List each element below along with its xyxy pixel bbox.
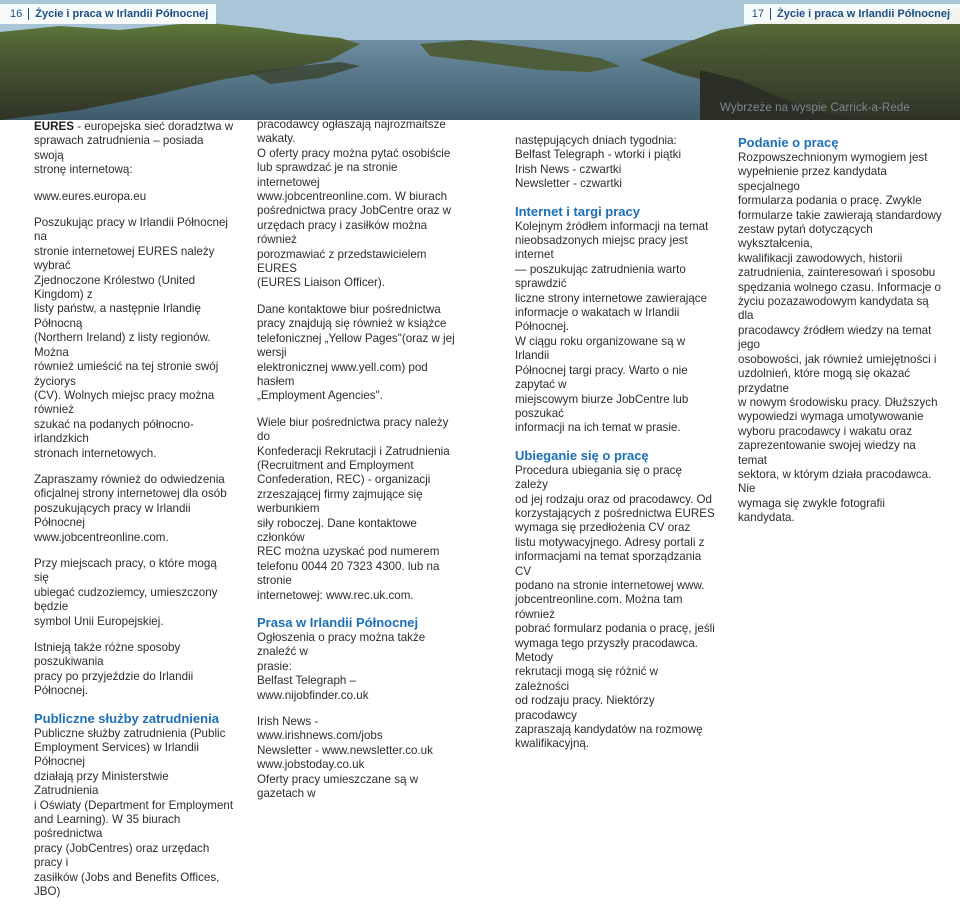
text-line: ubiegać cudzoziemcy, umieszczony będzie — [34, 585, 218, 614]
text-line: również umieścić na tej stronie swój życiorys — [34, 360, 219, 388]
text-line: Wiele biur pośrednictwa pracy należy do — [257, 415, 449, 444]
text-line: siły roboczej. Dane kontaktowe członków — [257, 516, 417, 544]
text-line: życiu pozazawodowym kandydata są dla — [738, 295, 929, 323]
text-line: formularza podania o pracę. Zwykle — [738, 194, 922, 208]
text-line: Irish News - czwartki — [515, 162, 622, 176]
section-heading: Internet i targi pracy — [515, 203, 640, 219]
text-line: Północnej targi pracy. Warto o nie zapytać w — [515, 363, 688, 392]
text-line: nieobsadzonych miejsc pracy jest internet — [515, 234, 688, 262]
text-line: W ciągu roku organizowane są w Irlandii — [515, 334, 686, 363]
text-line: listy państw, a następnie Irlandię Północną — [34, 302, 201, 330]
photo-caption: Wybrzeże na wyspie Carrick-a-Rede — [720, 102, 910, 114]
text-line: lub sprawdzać je na stronie internetowej — [257, 161, 398, 189]
page-number: 16 — [10, 8, 23, 20]
text-line: „Employment Agencies". — [257, 389, 383, 403]
paragraph — [515, 464, 715, 752]
text-line: (Northern Ireland) z listy regionów. Można — [34, 331, 211, 359]
text-line: Confederation, REC) - organizacji — [257, 473, 431, 487]
paragraph — [515, 220, 715, 436]
text-line: pracodawcy ogłaszają najrozmaitsze wakaty. — [257, 118, 446, 146]
text-line: and Learning). W 35 biurach pośrednictwa — [34, 813, 181, 841]
text-line: www.jobcentreonline.com. — [34, 530, 169, 544]
text-line: osobowości, jak również umiejętności i — [738, 352, 937, 366]
paragraph — [34, 216, 234, 461]
text-line: urzędach pracy i zasiłków można również — [257, 218, 428, 247]
text-line: pracy po przyjeździe do Irlandii Północnej. — [34, 669, 194, 698]
text-line: O oferty pracy można pytać osobiście — [257, 146, 451, 160]
text-line: wypełnienie przez kandydata specjalnego — [738, 165, 887, 193]
text-line: (CV). Wolnych miejsc pracy można również — [34, 388, 215, 417]
text-line: od rodzaju pracy. Niektórzy pracodawcy — [515, 694, 655, 722]
text-line: wymaga się zwykle fotografii kandydata. — [738, 496, 885, 525]
text-line: Istnieją także różne sposoby poszukiwania — [34, 641, 181, 669]
text-line: formularze takie zawierają standardowy — [738, 208, 942, 222]
paragraph — [738, 151, 943, 526]
text-line: zestaw pytań dotyczących wykształcenia, — [738, 223, 873, 251]
text-line: zasiłków (Jobs and Benefits Offices, JBO) — [34, 870, 220, 899]
text-line: wyboru pracodawcy i wakatu oraz — [738, 424, 912, 438]
page-number: 17 — [751, 8, 764, 20]
text-line: (Recruitment and Employment — [257, 458, 414, 472]
header-title: Życie i praca w Irlandii Północnej — [35, 8, 209, 20]
text-line: stronie internetowej EURES należy wybrać — [34, 244, 215, 273]
text-line: symbol Unii Europejskiej. — [34, 614, 164, 628]
section-heading: Podanie o pracę — [738, 135, 839, 150]
text-line: Konfederacji Rekrutacji i Zatrudnienia — [257, 444, 450, 458]
text-line: Przy miejscach pracy, o które mogą się — [34, 556, 217, 585]
text-line: www.jobcentreonline.com. W biurach — [257, 190, 448, 204]
text-line: listu motywacyjnego. Adresy portali z — [515, 535, 705, 549]
text-line: Publiczne służby zatrudnienia (Public — [34, 726, 226, 740]
text-line: Kolejnym źródłem informacji na temat — [515, 219, 709, 233]
text-line: podano na stronie internetowej www. — [515, 578, 705, 592]
text-line: www.nijobfinder.co.uk — [257, 688, 369, 702]
header-title: Życie i praca w Irlandii Północnej — [777, 8, 950, 20]
text-line: Belfast Telegraph – — [257, 674, 357, 688]
text-line: pracy (JobCentres) oraz urzędach pracy i — [34, 841, 210, 870]
text-line: informacje o wakatach w Irlandii Północnej. — [515, 306, 680, 334]
text-line: www.jobstoday.co.uk — [257, 758, 365, 772]
text-line: kwalifikacji zawodowych, historii — [738, 251, 903, 265]
text-line: sektora, w którym działa pracodawca. Nie — [738, 467, 932, 496]
text-line: internetowej: www.rec.uk.com. — [257, 588, 414, 602]
text-line: telefonu 0044 20 7323 4300. lub na stronie — [257, 559, 440, 588]
text-line: sprawach zatrudnienia – posiada swoją — [34, 134, 204, 162]
eures-intro — [34, 120, 234, 178]
text-line: liczne strony internetowe zawierające — [515, 291, 708, 305]
text-line: Ogłoszenia o pracy można także znaleźć w — [257, 631, 426, 659]
text-line: (EURES Liaison Officer). — [257, 276, 386, 290]
text-line: Newsletter - czwartki — [515, 177, 622, 191]
paragraph — [515, 134, 715, 192]
text-line: wymaga tego przyszły pracodawca. Metody — [515, 636, 699, 664]
text-line: stronach internetowych. — [34, 446, 157, 460]
paragraph — [34, 473, 234, 545]
paragraph — [257, 118, 457, 291]
text-line: kwalifikacyjną. — [515, 737, 590, 751]
right-page-header — [744, 4, 960, 24]
section-heading: Publiczne służby zatrudnienia — [34, 710, 219, 726]
text-line: w nowym środowisku pracy. Dłuższych — [738, 395, 938, 409]
text-line: miejscowym biurze JobCentre lub poszukać — [515, 392, 689, 420]
text-line: stronę internetową: — [34, 163, 133, 177]
text-line: jobcentreonline.com. Można tam również — [515, 593, 683, 621]
text-line: zatrudnienia, zainteresowań i sposobu — [738, 266, 936, 280]
text-line: i Oświaty (Department for Employment — [34, 798, 234, 812]
text-line: pobrać formularz podania o pracę, jeśli — [515, 622, 715, 636]
text-line: następujących dniach tygodnia: — [515, 134, 677, 147]
section-heading: Prasa w Irlandii Północnej — [257, 615, 419, 630]
text-line: zapraszają kandydatów na rozmowę — [515, 723, 703, 737]
text-line: Poszukując pracy w Irlandii Północnej na — [34, 216, 228, 244]
header-divider — [770, 8, 771, 20]
text-line: pracodawcy źródłem wiedzy na temat jego — [738, 323, 932, 352]
header-divider — [28, 8, 29, 20]
text-line: Newsletter - www.newsletter.co.uk — [257, 743, 433, 757]
paragraph — [257, 631, 457, 703]
text-line: porozmawiać z przedstawicielem EURES — [257, 247, 427, 276]
column-2 — [257, 118, 457, 813]
column-1 — [34, 120, 234, 912]
text-line: Rozpowszechnionym wymogiem jest — [738, 151, 928, 164]
text-line: rekrutacji mogą się różnić w zależności — [515, 665, 659, 693]
text-line: Oferty pracy umieszczane są w gazetach w — [257, 772, 419, 801]
eures-link[interactable]: www.eures.europa.eu — [34, 189, 147, 203]
text-line: oficjalnej strony internetowej dla osób — [34, 487, 227, 501]
section-heading: Ubieganie się o pracę — [515, 447, 649, 463]
text-line: pracy znajdują się również w książce — [257, 317, 447, 331]
text-line: informacji na ich temat w prasie. — [515, 421, 681, 435]
text-line: Employment Services) w Irlandii Północnej — [34, 741, 199, 769]
text-line: wymaga się przedłożenia CV oraz — [515, 521, 691, 535]
text-line: zaprezentowanie swojej wiedzy na temat — [738, 439, 916, 467]
text-line: www.irishnews.com/jobs — [257, 729, 383, 743]
text-line: Zjednoczone Królestwo (United Kingdom) z — [34, 273, 196, 302]
text-line: REC można uzyskać pod numerem — [257, 545, 440, 559]
text-line: — poszukując zatrudnienia warto sprawdzić — [515, 262, 686, 291]
text-line: pośrednictwa pracy JobCentre oraz w — [257, 204, 451, 218]
text-line: wypowiedzi wymaga umotywowanie — [738, 410, 924, 424]
eures-label: EURES — [34, 120, 74, 133]
paragraph — [34, 557, 234, 629]
paragraph — [34, 641, 234, 699]
column-3 — [515, 134, 715, 764]
text-line: zrzeszającej firmy zajmujące się werbunkiem — [257, 487, 423, 516]
text-line: korzystających z pośrednictwa EURES — [515, 506, 715, 520]
text-line: informacjami na temat sporządzania CV — [515, 550, 702, 578]
paragraph — [34, 727, 234, 900]
text-line: działają przy Ministerstwie Zatrudnienia — [34, 769, 169, 798]
text-line: od jej rodzaju oraz od pracodawcy. Od — [515, 492, 712, 506]
text-line: poszukujących pracy w Irlandii Północnej — [34, 501, 191, 530]
text-line: Irish News - — [257, 715, 319, 729]
text-line: spędzania wolnego czasu. Informacje o — [738, 280, 942, 294]
text-line: uzdolnień, które mogą się okazać przydatne — [738, 367, 911, 395]
text-line: telefonicznej „Yellow Pages"(oraz w jej wersji — [257, 331, 455, 360]
text-line: Zapraszamy również do odwiedzenia — [34, 472, 225, 486]
text-line: Belfast Telegraph - wtorki i piątki — [515, 148, 682, 162]
paragraph — [257, 416, 457, 603]
paragraph — [257, 715, 457, 801]
text-line: Dane kontaktowe biur pośrednictwa — [257, 302, 441, 316]
left-page-header — [0, 4, 216, 24]
paragraph — [257, 303, 457, 404]
text-line: elektronicznej www.yell.com) pod hasłem — [257, 360, 428, 388]
text-line: - europejska sieć doradztwa w — [73, 120, 234, 133]
column-4 — [738, 135, 943, 538]
text-line: Procedura ubiegania się o pracę zależy — [515, 463, 682, 492]
text-line: szukać na podanych północno-irlandzkich — [34, 417, 194, 446]
text-line: prasie: — [257, 659, 292, 673]
